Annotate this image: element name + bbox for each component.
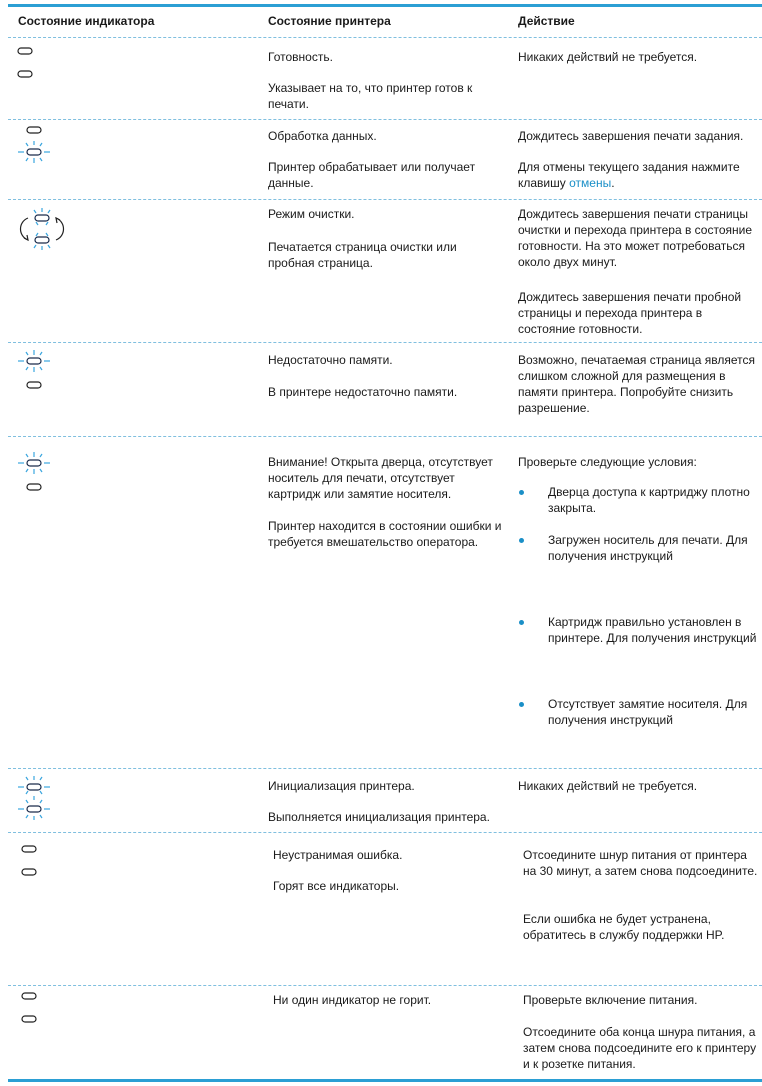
row-separator: [8, 768, 762, 769]
action-cancel-prefix: Для отмены текущего задания нажмите клавишу: [518, 160, 740, 190]
action-text: Никаких действий не требуется.: [518, 779, 698, 793]
header-indicator: Состояние индикатора: [18, 14, 155, 28]
bullet-dot: [519, 490, 524, 495]
action-text: Проверьте включение питания.: [523, 993, 698, 1007]
leds-cycling-icon: [14, 204, 70, 254]
state-description: Принтер находится в состоянии ошибки и требуется вмешательство оператора.: [268, 519, 502, 549]
bullet-item: Картридж правильно установлен в принтере. Для получения инструкций: [548, 615, 757, 645]
action-text: Дождитесь завершения печати страницы очистки и перехода принтера в состояние готовности. На это может потребоваться около двух минут.: [518, 207, 752, 269]
leds-blink-off-icon: [16, 448, 56, 494]
action-text-2: Дождитесь завершения печати пробной страницы и перехода принтера в состояние готовности.: [518, 290, 742, 336]
state-title: Ни один индикатор не горит.: [273, 993, 432, 1007]
bullet-dot: [519, 702, 524, 707]
cancel-link[interactable]: отмены: [569, 176, 612, 190]
state-description: Принтер обрабатывает или получает данные.: [268, 160, 476, 190]
action-text: Дождитесь завершения печати задания.: [518, 129, 744, 143]
header-action: Действие: [518, 14, 575, 28]
state-description: Указывает на то, что принтер готов к печати.: [268, 81, 473, 111]
state-description: Печатается страница очистки или пробная страница.: [268, 240, 457, 270]
action-text: Возможно, печатаемая страница является слишком сложной для размещения в памяти принтера. Попробуйте снизить разрешение.: [518, 353, 756, 415]
action-cancel-text: [518, 159, 758, 191]
bullet-item: Дверца доступа к картриджу плотно закрыта.: [548, 485, 750, 515]
row-separator: [8, 119, 762, 120]
leds-on-on-icon: [14, 838, 44, 878]
state-description: Выполняется инициализация принтера.: [268, 810, 490, 824]
state-title: Неустранимая ошибка.: [273, 848, 403, 862]
state-title: Обработка данных.: [268, 129, 377, 143]
bullet-item: Отсутствует замятие носителя. Для получения инструкций: [548, 697, 748, 727]
state-title: Инициализация принтера.: [268, 779, 415, 793]
leds-off-off-icon: [14, 44, 44, 84]
row-separator: [8, 436, 762, 437]
table-top-rule: [8, 4, 762, 7]
state-title: Недостаточно памяти.: [268, 353, 393, 367]
row-separator: [8, 342, 762, 343]
state-description: Горят все индикаторы.: [273, 879, 400, 893]
bullet-dot: [519, 538, 524, 543]
bullet-item: Загружен носитель для печати. Для получения инструкций: [548, 533, 748, 563]
state-description: В принтере недостаточно памяти.: [268, 385, 458, 399]
table-bottom-rule: [8, 1079, 762, 1082]
state-title: Готовность.: [268, 50, 333, 64]
action-cancel-suffix: .: [611, 176, 615, 190]
leds-off-blink-icon: [16, 122, 56, 170]
row-separator: [8, 199, 762, 200]
row-separator: [8, 832, 762, 833]
state-title: Режим очистки.: [268, 207, 355, 221]
header-printer-state: Состояние принтера: [268, 14, 391, 28]
header-separator: [8, 37, 762, 38]
action-text-2: Отсоедините оба конца шнура питания, а затем снова подсоедините его к принтеру и к розетке питания.: [523, 1025, 757, 1071]
row-separator: [8, 985, 762, 986]
action-text-2: Если ошибка не будет устранена, обратитесь в службу поддержки HP.: [523, 912, 725, 942]
bullet-dot: [519, 620, 524, 625]
leds-blink-off-icon: [16, 346, 56, 392]
state-title: Внимание! Открыта дверца, отсутствует носитель для печати, отсутствует картридж или замятие носителя.: [268, 455, 493, 501]
leds-off-off-icon: [14, 988, 44, 1028]
leds-blink-blink-icon: [16, 772, 56, 826]
action-intro: Проверьте следующие условия:: [518, 455, 697, 469]
action-text: Никаких действий не требуется.: [518, 50, 698, 64]
action-text: Отсоедините шнур питания от принтера на 30 минут, а затем снова подсоедините.: [523, 848, 758, 878]
